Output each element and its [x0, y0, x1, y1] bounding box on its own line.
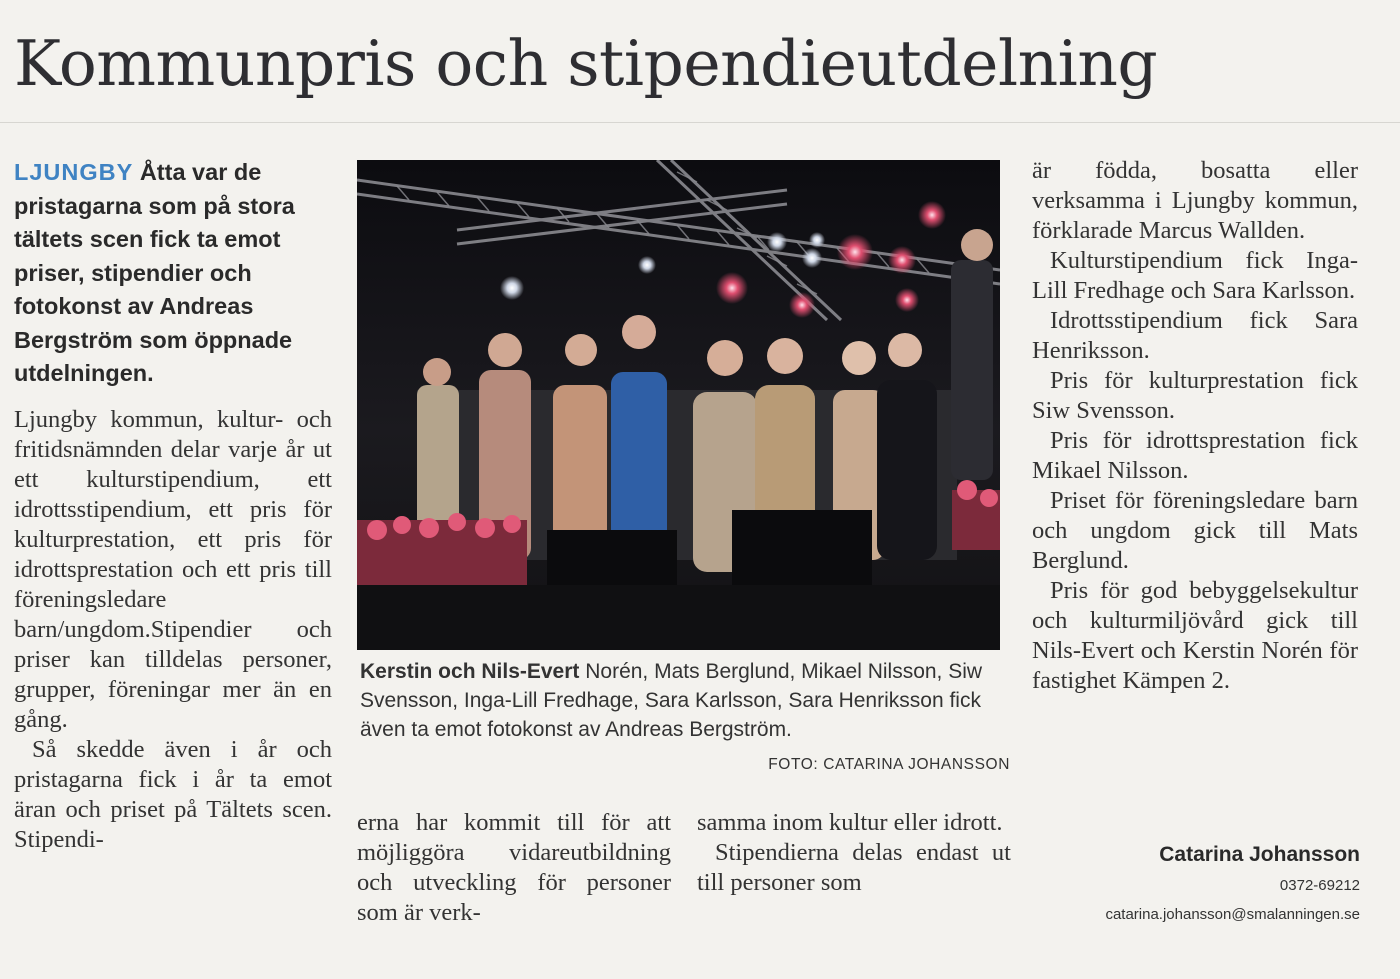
paragraph: Kulturstipendium fick Inga-Lill Fredhage och Sara Karlsson. [1032, 247, 1358, 304]
body-text-col1 [14, 405, 332, 855]
paragraph: Pris för god bebyggelsekultur och kulturmiljövård gick till Nils-Evert och Kerstin Norén för fastighet Kämpen 2. [1032, 577, 1358, 694]
lead-paragraph [14, 156, 332, 391]
paragraph: är födda, bosatta eller verksamma i Ljungby kommun, förklarade Marcus Wallden. [1032, 157, 1358, 244]
paragraph: Pris för idrottsprestation fick Mikael Nilsson. [1032, 427, 1358, 484]
photo-credit: FOTO: CATARINA JOHANSSON [768, 756, 1010, 773]
paragraph: Pris för kulturprestation fick Siw Svensson. [1032, 367, 1358, 424]
stage-photo [357, 160, 1000, 650]
caption-text: Norén, Mats Berglund, Mikael Nilsson, Siw Svensson, Inga-Lill Fredhage, Sara Karlsson, Sara Henriksson fick även ta emot fotokonst av Andreas Bergström. [360, 660, 983, 741]
stage-photo-illustration [357, 160, 1000, 650]
column-3 [697, 808, 1011, 938]
paragraph: erna har kommit till för att möjliggöra vidareutbildning och utveckling för personer som är verk- [357, 809, 671, 926]
column-2 [357, 808, 671, 938]
column-1 [14, 156, 332, 936]
header-divider [0, 122, 1400, 123]
caption-lead: Kerstin och Nils-Evert [360, 660, 580, 683]
paragraph: Idrottsstipendium fick Sara Henriksson. [1032, 307, 1358, 364]
paragraph: Stipendierna delas endast ut till personer som [697, 839, 1011, 896]
author-phone: 0372-69212 [1279, 877, 1360, 894]
paragraph: Ljungby kommun, kultur- och fritidsnämnden delar varje år ut ett kulturstipendium, ett idrottsstipendium, ett pris för kulturprestation, ett pris för idrottsprestation och ett pris till föreningsledare barn/ungdom.Stipendier och priser kan tilldelas personer, grupper, föreningar mer än en gång. [14, 405, 332, 733]
headline: Kommunpris och stipendieutdelning [14, 27, 1158, 100]
paragraph: Så skedde även i år och pristagarna fick i år ta emot äran och priset på Tältets scen. Stipendi- [14, 735, 332, 853]
column-4 [1032, 156, 1358, 786]
author-name: Catarina Johansson [1159, 843, 1360, 866]
dateline: LJUNGBY [14, 159, 134, 185]
paragraph: samma inom kultur eller idrott. [697, 809, 1003, 836]
author-email: catarina.johansson@smalanningen.se [1105, 906, 1360, 923]
lead-text: Åtta var de pristagarna som på stora tältets scen fick ta emot priser, stipendier och fotokonst av Andreas Bergström som öppnade utdelningen. [14, 159, 295, 386]
paragraph: Priset för föreningsledare barn och ungdom gick till Mats Berglund. [1032, 487, 1358, 574]
